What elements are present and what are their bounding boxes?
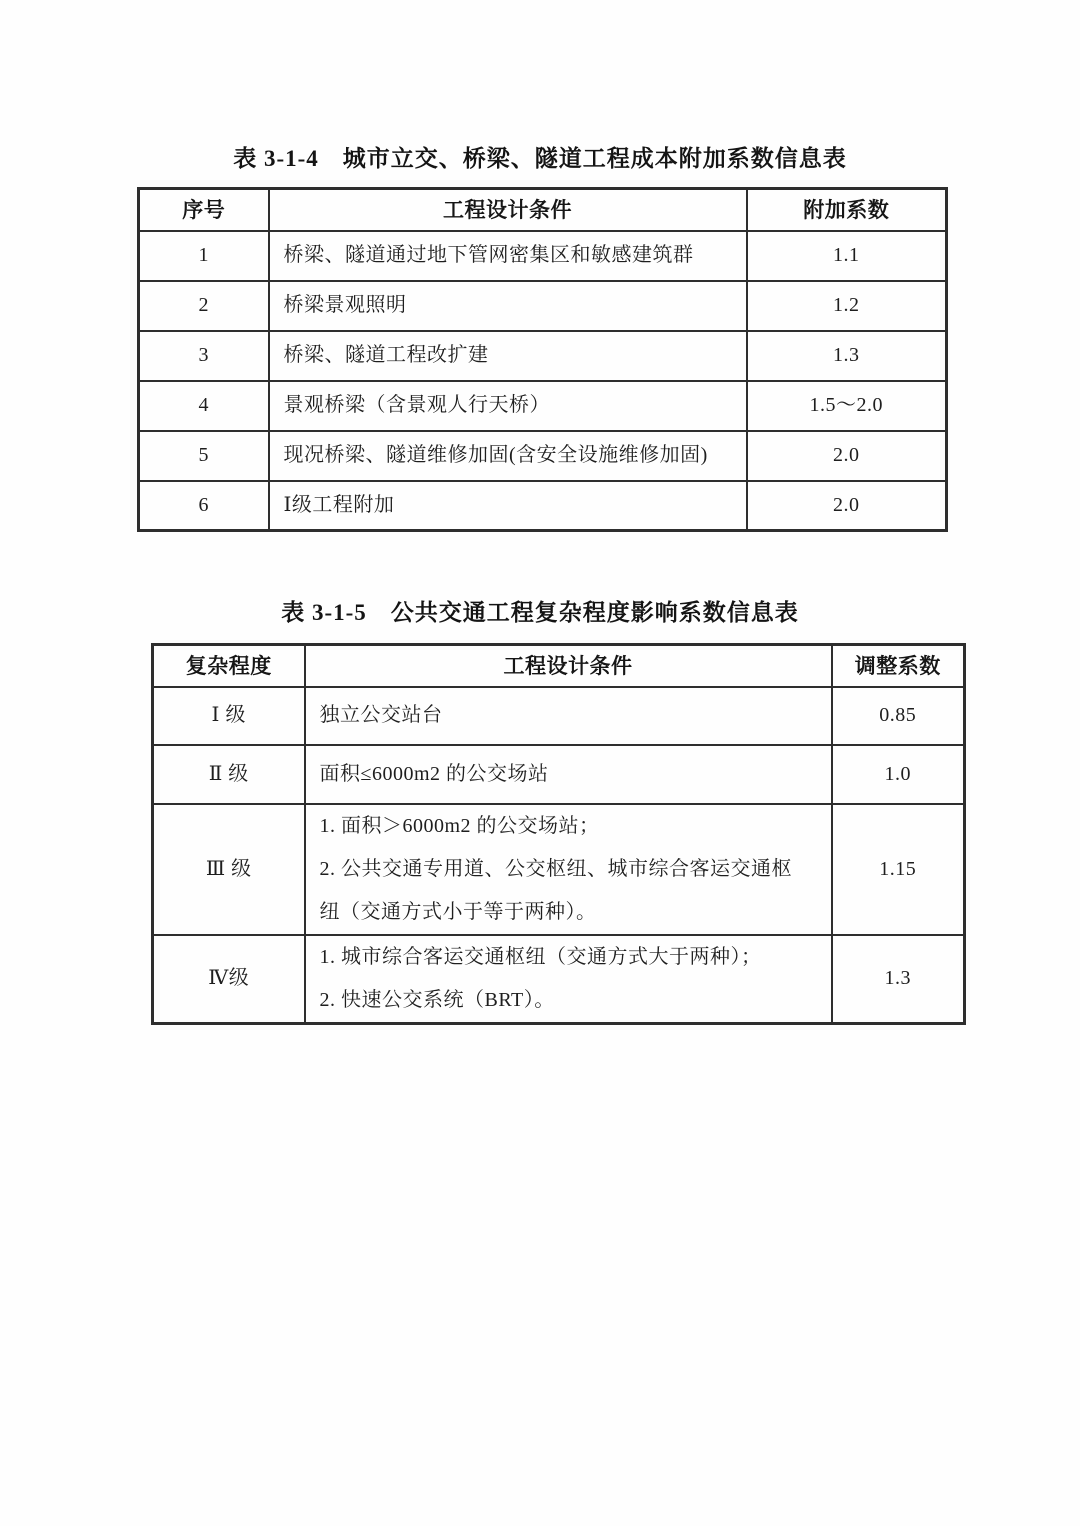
design-condition: 现况桥梁、隧道维修加固(含安全设施维修加固) bbox=[269, 431, 747, 481]
design-condition: 桥梁景观照明 bbox=[269, 281, 747, 331]
table1-header-coefficient: 附加系数 bbox=[747, 189, 947, 231]
table1-title: 表 3-1-4 城市立交、桥梁、隧道工程成本附加系数信息表 bbox=[233, 146, 847, 171]
table2-title: 表 3-1-5 公共交通工程复杂程度影响系数信息表 bbox=[281, 600, 799, 625]
table-row bbox=[153, 687, 965, 745]
complexity-level: Ⅳ级 bbox=[153, 935, 305, 1024]
table-row bbox=[153, 935, 965, 1024]
row-number: 2 bbox=[139, 281, 269, 331]
table2-complexity-coefficients bbox=[151, 643, 966, 1025]
coefficient-value: 2.0 bbox=[747, 431, 947, 481]
condition-line: 1. 面积＞6000m2 的公交场站； bbox=[319, 814, 600, 837]
row-number: 4 bbox=[139, 381, 269, 431]
design-condition: 桥梁、隧道工程改扩建 bbox=[269, 331, 747, 381]
coefficient-value: 0.85 bbox=[832, 687, 965, 745]
table1-header-row bbox=[139, 189, 947, 231]
condition-line: 2. 快速公交系统（BRT）。 bbox=[319, 988, 555, 1011]
design-condition bbox=[305, 804, 832, 935]
coefficient-value: 1.15 bbox=[832, 804, 965, 935]
condition-line: 2. 公共交通专用道、公交枢纽、城市综合客运交通枢 bbox=[319, 857, 792, 880]
complexity-level: Ⅱ 级 bbox=[153, 745, 305, 804]
table1-cost-addition-coefficients bbox=[137, 187, 948, 532]
table2-header-complexity: 复杂程度 bbox=[153, 645, 305, 687]
row-number: 5 bbox=[139, 431, 269, 481]
table-row bbox=[139, 281, 947, 331]
coefficient-value: 1.2 bbox=[747, 281, 947, 331]
coefficient-value: 1.0 bbox=[832, 745, 965, 804]
complexity-level: Ⅲ 级 bbox=[153, 804, 305, 935]
design-condition bbox=[305, 935, 832, 1024]
table-row bbox=[139, 481, 947, 531]
design-condition: 桥梁、隧道通过地下管网密集区和敏感建筑群 bbox=[269, 231, 747, 281]
coefficient-value: 1.1 bbox=[747, 231, 947, 281]
table-row bbox=[139, 331, 947, 381]
coefficient-value: 1.3 bbox=[747, 331, 947, 381]
coefficient-value: 1.5～2.0 bbox=[747, 381, 947, 431]
row-number: 1 bbox=[139, 231, 269, 281]
table-row bbox=[153, 745, 965, 804]
design-condition: 面积≤6000m2 的公交场站 bbox=[305, 745, 832, 804]
design-condition: 独立公交站台 bbox=[305, 687, 832, 745]
design-condition: 景观桥梁（含景观人行天桥） bbox=[269, 381, 747, 431]
row-number: 3 bbox=[139, 331, 269, 381]
condition-line: 纽（交通方式小于等于两种）。 bbox=[319, 900, 597, 923]
row-number: 6 bbox=[139, 481, 269, 531]
table2-header-row bbox=[153, 645, 965, 687]
table2-header-condition: 工程设计条件 bbox=[305, 645, 832, 687]
complexity-level: Ⅰ 级 bbox=[153, 687, 305, 745]
design-condition: Ⅰ级工程附加 bbox=[269, 481, 747, 531]
coefficient-value: 1.3 bbox=[832, 935, 965, 1024]
coefficient-value: 2.0 bbox=[747, 481, 947, 531]
table2-header-adjustment: 调整系数 bbox=[832, 645, 965, 687]
table-row bbox=[139, 381, 947, 431]
table1-header-condition: 工程设计条件 bbox=[269, 189, 747, 231]
table1-header-no: 序号 bbox=[139, 189, 269, 231]
table-row bbox=[139, 231, 947, 281]
table-row bbox=[139, 431, 947, 481]
table-row bbox=[153, 804, 965, 935]
condition-line: 1. 城市综合客运交通枢纽（交通方式大于两种）； bbox=[319, 945, 762, 968]
